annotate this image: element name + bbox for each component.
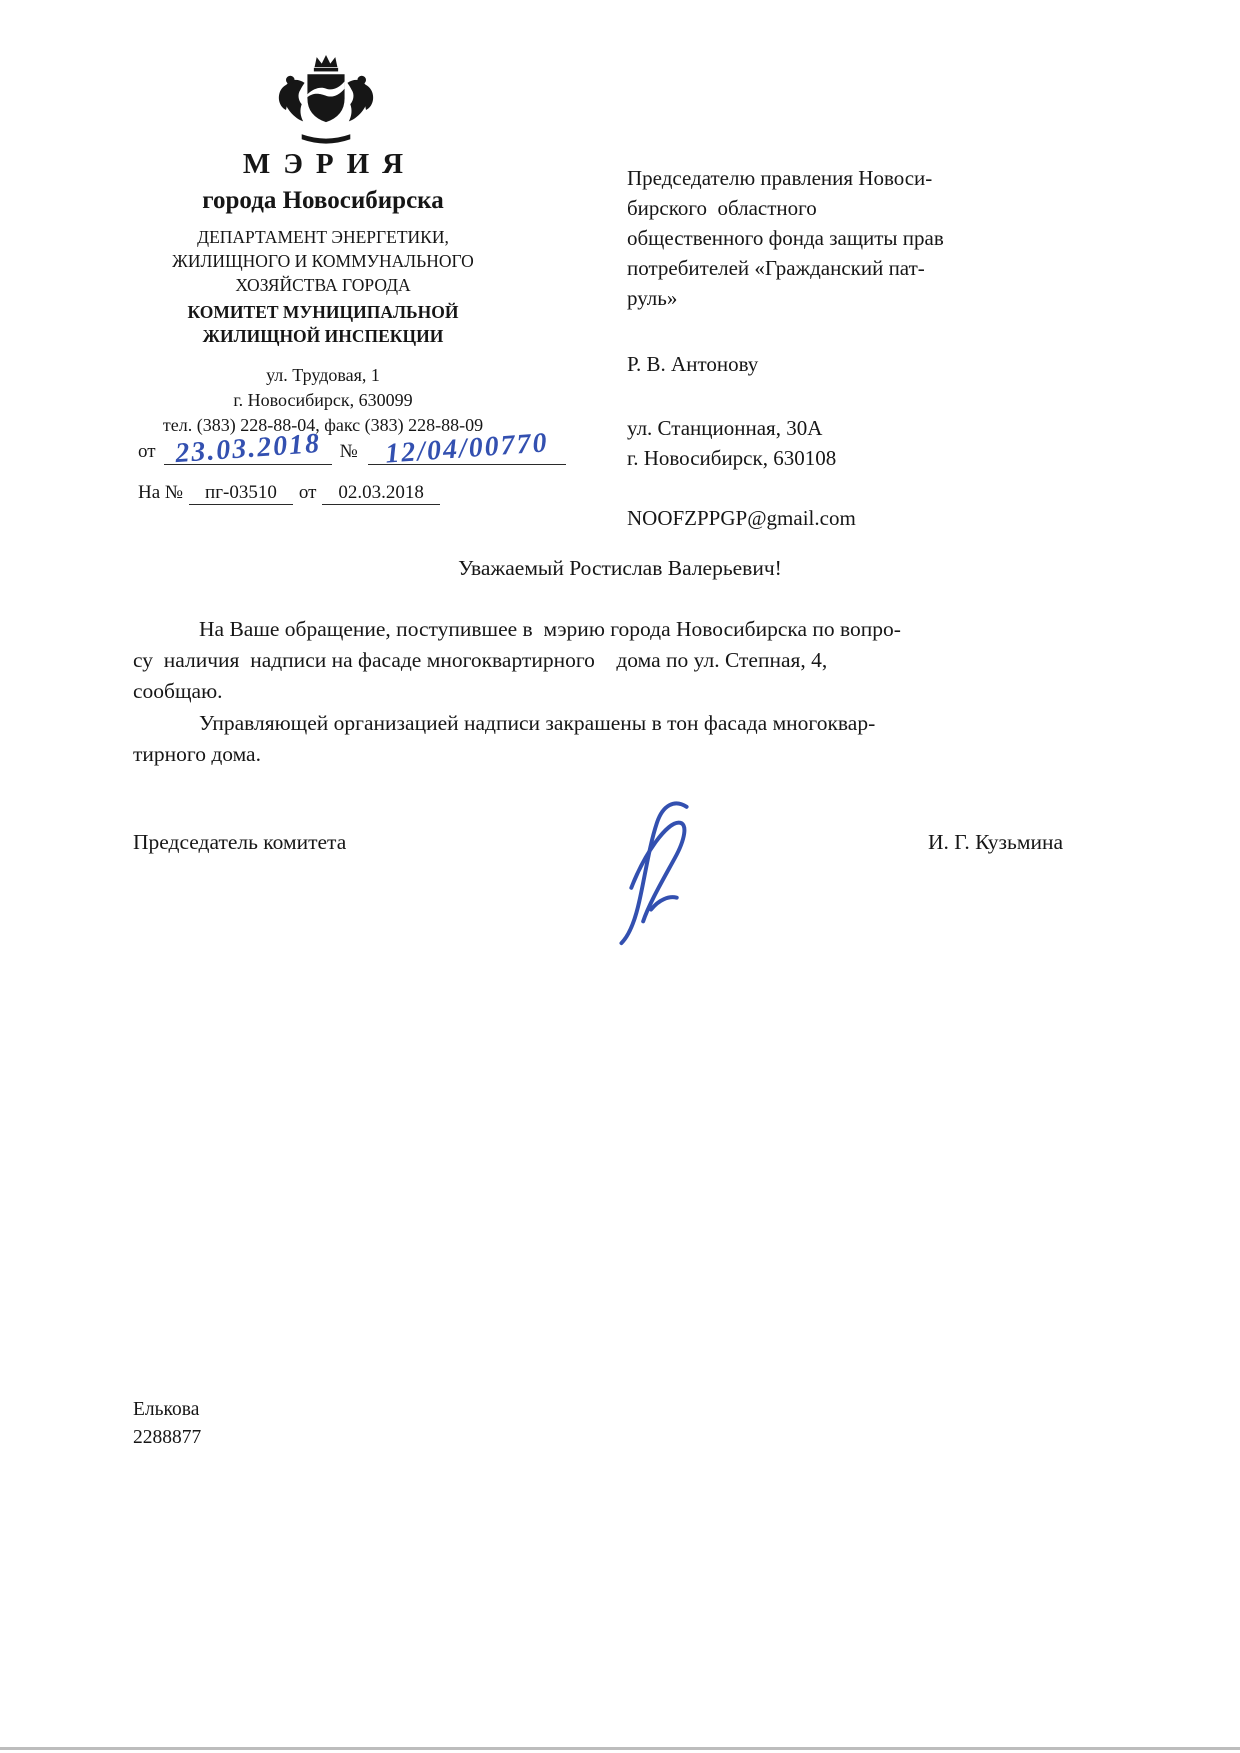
incoming-date-label: от xyxy=(298,482,317,503)
executor-name: Елькова xyxy=(133,1399,200,1420)
committee-name xyxy=(98,300,548,348)
incoming-label: На № xyxy=(138,482,184,503)
letter-body xyxy=(133,614,1073,770)
outgoing-number-label: № xyxy=(339,441,358,462)
incoming-reference-row xyxy=(138,482,446,505)
department-line: ЖИЛИЩНОГО И КОММУНАЛЬНОГО xyxy=(172,251,474,271)
recipient-address-line: г. Новосибирск, 630108 xyxy=(627,446,837,470)
body-line: сообщаю. xyxy=(133,679,223,704)
signature-scribble-icon xyxy=(600,793,712,951)
recipient-line: Председателю правления Новоси- xyxy=(627,166,933,190)
org-city: города Новосибирска xyxy=(202,187,444,214)
recipient-line: общественного фонда защиты прав xyxy=(627,226,944,250)
org-address-line: г. Новосибирск, 630099 xyxy=(233,390,413,410)
body-line: тирного дома. xyxy=(133,741,261,766)
org-address-line: ул. Трудовая, 1 xyxy=(266,365,380,385)
outgoing-number-field xyxy=(368,427,566,470)
recipient-name: Р. В. Антонову xyxy=(627,352,759,376)
executor-block xyxy=(133,1396,201,1452)
executor-phone: 2288877 xyxy=(133,1427,202,1448)
department-name xyxy=(98,225,548,297)
scan-edge-artifact xyxy=(0,1747,1240,1750)
outgoing-date-field xyxy=(164,427,332,470)
recipient-line: бирского областного xyxy=(627,196,817,220)
org-name: МЭРИЯ xyxy=(242,148,417,180)
salutation: Уважаемый Ростислав Валерьевич! xyxy=(458,556,782,580)
signer-name: И. Г. Кузьмина xyxy=(928,830,1063,854)
committee-line: ЖИЛИЩНОЙ ИНСПЕКЦИИ xyxy=(202,326,444,346)
recipient-address xyxy=(627,413,1105,473)
recipient-block xyxy=(627,163,1105,533)
department-line: ДЕПАРТАМЕНТ ЭНЕРГЕТИКИ, xyxy=(197,227,449,247)
body-line: су наличия надписи на фасаде многоквартирного дома по ул. Степная, 4, xyxy=(133,648,828,673)
handwritten-number: 12/04/00770 xyxy=(384,427,550,470)
recipient-line: потребителей «Гражданский пат- xyxy=(627,256,925,280)
body-line: Управляющей организацией надписи закрашены в тон фасада многоквар- xyxy=(199,710,876,735)
signer-position: Председатель комитета xyxy=(133,830,347,854)
recipient-email: NOOFZPPGP@gmail.com xyxy=(627,506,856,530)
recipient-line: руль» xyxy=(627,286,678,310)
letterhead xyxy=(98,148,548,438)
outgoing-reference-row xyxy=(138,427,566,470)
body-line: На Ваше обращение, поступившее в мэрию города Новосибирска по вопро- xyxy=(199,617,901,641)
incoming-number: пг-03510 xyxy=(189,482,293,505)
recipient-address-line: ул. Станционная, 30А xyxy=(627,416,823,440)
signature-row xyxy=(133,830,1063,855)
coat-of-arms-novosibirsk-icon xyxy=(276,50,376,150)
incoming-date: 02.03.2018 xyxy=(322,482,440,505)
handwritten-date: 23.03.2018 xyxy=(173,427,322,470)
committee-line: КОМИТЕТ МУНИЦИПАЛЬНОЙ xyxy=(187,302,459,322)
org-address xyxy=(98,363,548,438)
department-line: ХОЗЯЙСТВА ГОРОДА xyxy=(235,275,411,295)
org-phone-line: тел. (383) 228-88-04, факс (383) 228-88-09 xyxy=(162,415,484,435)
outgoing-date-label: от xyxy=(138,441,156,462)
